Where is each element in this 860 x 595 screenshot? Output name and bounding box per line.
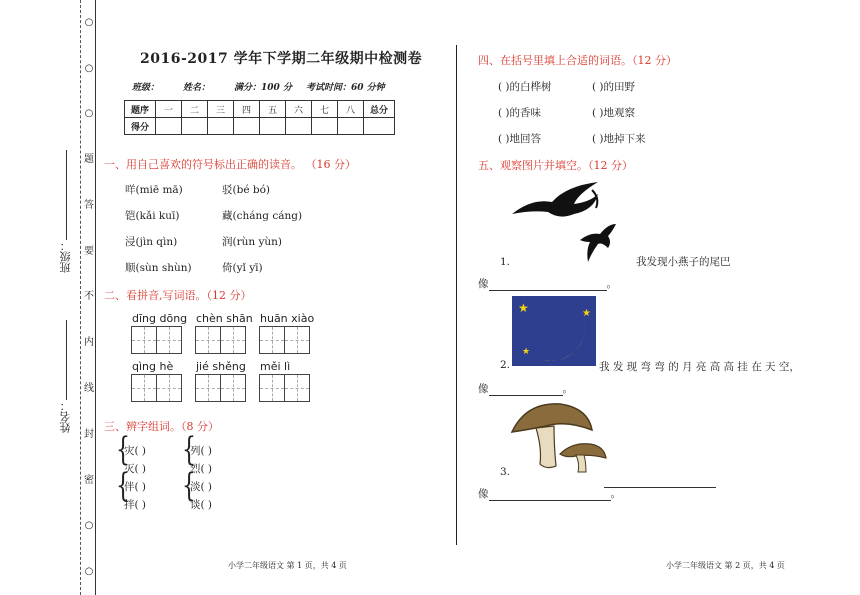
q3-item: 谈( ) [190, 499, 213, 511]
score-input-cell[interactable] [234, 118, 260, 135]
info-time: 考试时间：60 分钟 [305, 83, 385, 93]
pinyin: chèn shān [196, 312, 253, 325]
q5-s1-like [478, 276, 617, 291]
answer-blank[interactable] [604, 468, 716, 488]
binding-dashed-line [80, 0, 81, 595]
writing-boxes[interactable] [196, 374, 246, 402]
info-full-score: 满分：100 分 [234, 83, 292, 93]
score-input-cell[interactable] [312, 118, 338, 135]
pinyin: qìng hè [132, 360, 174, 373]
q5-s2-text: 我 发 现 弯 弯 的 月 亮 高 高 挂 在 天 空， [599, 361, 800, 373]
info-name: 姓名： [183, 83, 211, 93]
score-table-score-row [125, 118, 395, 135]
q1-item: 藏(cháng cáng) [222, 210, 303, 222]
q3-item: 列( ) [190, 445, 213, 457]
score-input-cell[interactable] [260, 118, 286, 135]
score-input-cell[interactable] [182, 118, 208, 135]
binding-solid-line [95, 0, 96, 595]
binding-mark: ○ [84, 520, 94, 532]
q4-title: 四、在括号里填上合适的词语。（12 分） [478, 54, 677, 67]
q4-item: ( )的香味 [498, 107, 542, 119]
q5-title: 五、观察图片并填空。（12 分） [478, 159, 633, 172]
q2-word [132, 360, 182, 402]
info-class: 班级： [132, 83, 160, 93]
period: 。 [562, 383, 573, 395]
q5-s3-like [478, 486, 621, 501]
name-label: 姓名： [59, 400, 72, 433]
q2-word [132, 312, 187, 354]
brace-icon: { [182, 467, 196, 505]
score-cell: 八 [338, 101, 364, 118]
q3-item: 烈( ) [190, 463, 213, 475]
q1-item: 顺(sùn shùn) [125, 262, 192, 274]
binding-mark: 不 [84, 291, 94, 303]
writing-boxes[interactable] [132, 326, 187, 354]
score-cell: 四 [234, 101, 260, 118]
footer-left: 小学二年级语文 第 1 页，共 4 页 [228, 561, 347, 570]
answer-blank[interactable] [489, 383, 563, 396]
q1-item: 铠(kǎi kuī) [125, 210, 180, 222]
q3-item: 拌( ) [124, 499, 147, 511]
q1-item: 倚(yǐ yī) [222, 262, 263, 274]
writing-boxes[interactable] [260, 374, 310, 402]
score-input-cell[interactable] [364, 118, 395, 135]
q3-item: 灾( ) [124, 445, 147, 457]
pinyin: měi lì [260, 360, 291, 373]
class-label: 班级： [59, 240, 72, 273]
score-cell: 七 [312, 101, 338, 118]
q5-s3-num: 3. [500, 466, 511, 478]
writing-boxes[interactable] [132, 374, 182, 402]
score-row-label: 得分 [125, 118, 156, 135]
q1-item: 驳(bé bó) [222, 184, 271, 196]
binding-mark: 内 [84, 337, 94, 349]
score-cell: 题序 [125, 101, 156, 118]
q2-title: 二、看拼音,写词语。（12 分） [104, 289, 252, 302]
score-cell: 一 [156, 101, 182, 118]
class-blank-line [66, 150, 67, 240]
pinyin: jié shěng [196, 360, 246, 373]
svg-text:★: ★ [518, 301, 529, 315]
answer-blank[interactable] [489, 488, 611, 501]
q4-item: ( )地回答 [498, 133, 542, 145]
page-title: 2016-2017 学年下学期二年级期中检测卷 [140, 51, 423, 67]
q1-item: 浸(jìn qìn) [125, 236, 178, 248]
exam-info [132, 80, 385, 93]
score-cell: 六 [286, 101, 312, 118]
svg-text:★: ★ [582, 308, 591, 319]
binding-mark: 要 [84, 245, 94, 257]
score-input-cell[interactable] [286, 118, 312, 135]
like-label: 像 [478, 383, 489, 395]
writing-boxes[interactable] [196, 326, 253, 354]
q5-s1-num: 1. [500, 256, 511, 268]
footer-right: 小学二年级语文 第 2 页，共 4 页 [666, 561, 785, 570]
score-input-cell[interactable] [156, 118, 182, 135]
binding-mark: 密 [84, 474, 94, 486]
q5-s1-text: 我发现小燕子的尾巴 [636, 256, 731, 268]
binding-mark: 答 [84, 199, 94, 211]
score-cell: 总分 [364, 101, 395, 118]
q1-item: 润(rùn yùn) [222, 236, 283, 248]
name-blank-line [66, 320, 67, 400]
score-cell: 二 [182, 101, 208, 118]
binding-mark: 题 [84, 154, 94, 166]
q2-word [260, 360, 310, 402]
q5-s3-blank[interactable] [604, 468, 716, 488]
q3-title: 三、辨字组词。（8 分） [104, 420, 219, 433]
q5-s2-num: 2. [500, 359, 511, 371]
score-cell: 五 [260, 101, 286, 118]
moon-image [512, 296, 596, 366]
binding-mark: ○ [84, 62, 94, 74]
binding-mark: ○ [84, 108, 94, 120]
q5-s2-like [478, 381, 573, 396]
answer-blank[interactable] [489, 278, 607, 291]
like-label: 像 [478, 278, 489, 290]
period: 。 [610, 488, 621, 500]
score-input-cell[interactable] [208, 118, 234, 135]
binding-mark: ○ [84, 16, 94, 28]
score-input-cell[interactable] [338, 118, 364, 135]
pinyin: huān xiào [260, 312, 315, 325]
brace-icon: { [116, 431, 130, 469]
q2-word [196, 312, 253, 354]
binding-mark: 线 [84, 383, 94, 394]
q3-item: 灭( ) [124, 463, 147, 475]
brace-icon: { [116, 467, 130, 505]
period: 。 [606, 278, 617, 290]
q4-item: ( )的白桦树 [498, 81, 552, 93]
q2-word [260, 312, 314, 354]
brace-icon: { [182, 431, 196, 469]
binding-marks [84, 0, 94, 595]
q4-item: ( )的田野 [592, 81, 636, 93]
pinyin: dīng dōng [132, 312, 188, 325]
swallows-image [508, 180, 618, 265]
q4-item: ( )地掉下来 [592, 133, 646, 145]
svg-text:★: ★ [522, 347, 531, 357]
mushroom-image [506, 400, 610, 474]
q1-title: 一、用自己喜欢的符号标出正确的读音。 （16 分） [104, 158, 356, 171]
score-table [124, 100, 395, 135]
writing-boxes[interactable] [260, 326, 314, 354]
score-cell: 三 [208, 101, 234, 118]
column-divider [456, 45, 457, 545]
q1-item: 咩(miē mā) [125, 184, 183, 196]
q2-word [196, 360, 246, 402]
score-table-header-row [125, 101, 395, 118]
q3-item: 淡( ) [190, 481, 213, 493]
q3-item: 伴( ) [124, 481, 147, 493]
binding-mark: ○ [84, 566, 94, 578]
binding-mark: 封 [84, 428, 94, 440]
q4-item: ( )地观察 [592, 107, 636, 119]
like-label: 像 [478, 488, 489, 500]
